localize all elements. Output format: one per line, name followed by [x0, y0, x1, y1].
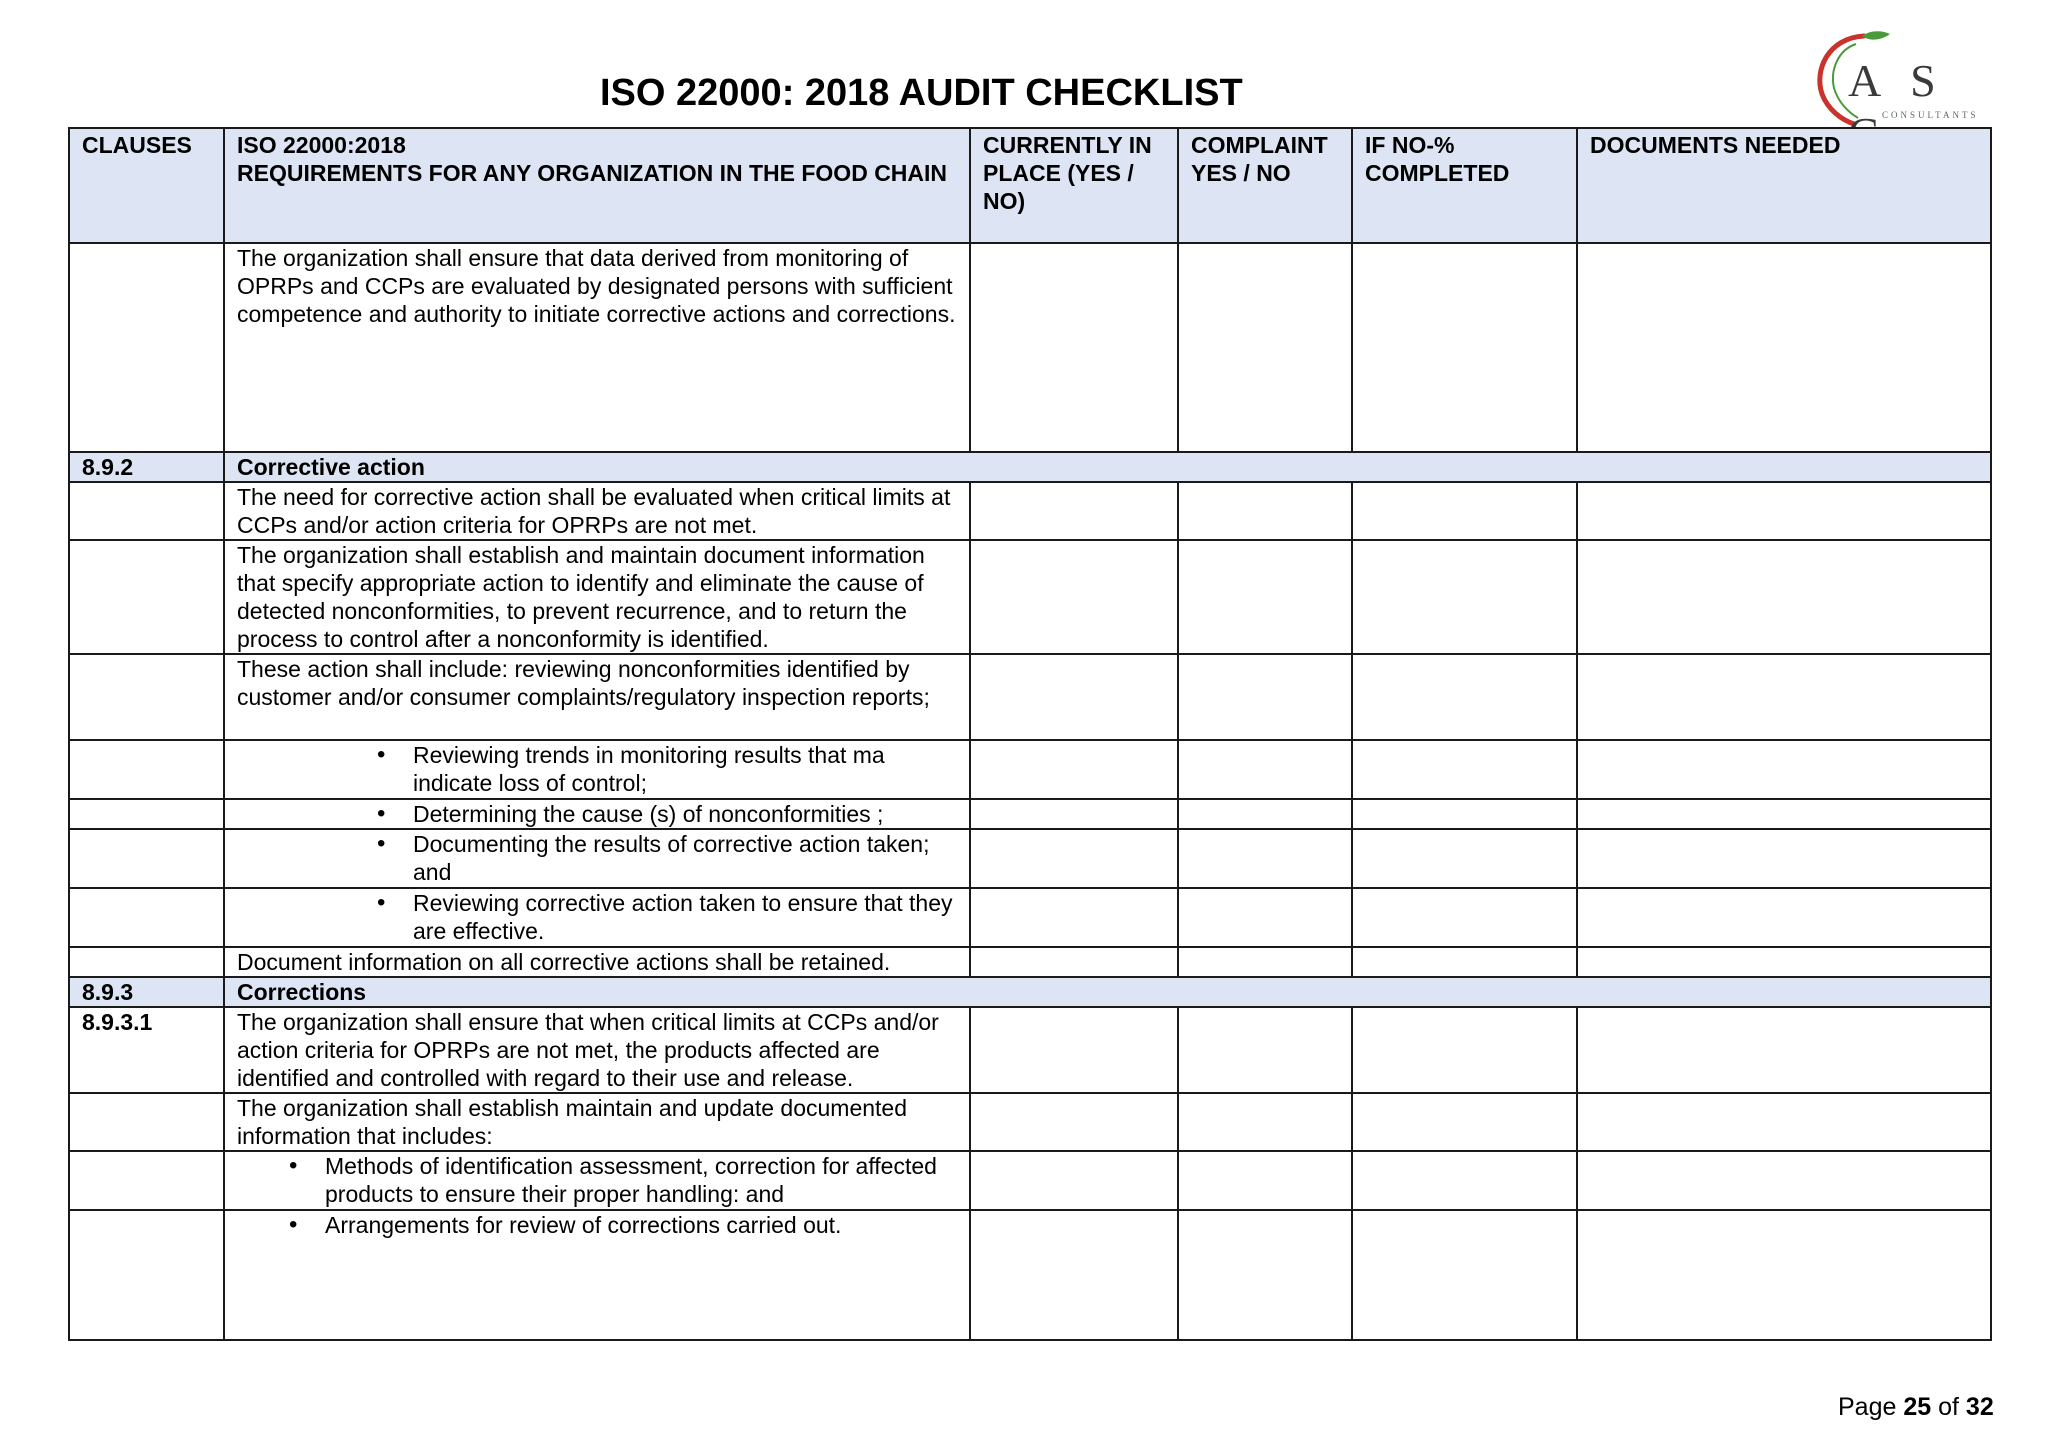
table-row: [69, 1210, 1991, 1340]
header-requirements-standard: ISO 22000:2018: [237, 132, 406, 158]
in-place-cell[interactable]: [970, 243, 1178, 452]
requirement-cell: [224, 799, 970, 829]
logo-letters: A S: [1848, 55, 1946, 106]
requirement-cell: [224, 1151, 970, 1210]
table-row: [69, 1093, 1991, 1151]
table-row: [69, 540, 1991, 654]
in-place-cell[interactable]: [970, 829, 1178, 888]
requirement-text: These action shall include: reviewing nonconformities identified by customer and/or consumer complaints/regulatory inspection reports;: [237, 656, 930, 710]
complaint-cell[interactable]: [1178, 1093, 1352, 1151]
percent-completed-cell[interactable]: [1352, 540, 1577, 654]
complaint-cell[interactable]: [1178, 829, 1352, 888]
table-row: [69, 947, 1991, 977]
section-row: [69, 452, 1991, 482]
page-total: 32: [1965, 1393, 1994, 1421]
page-of: of: [1938, 1393, 1959, 1421]
table-row: [69, 799, 1991, 829]
clause-cell: 8.9.3: [69, 977, 224, 1007]
clause-cell: [69, 1151, 224, 1210]
requirement-cell: [224, 888, 970, 947]
documents-needed-cell[interactable]: [1577, 482, 1991, 540]
in-place-cell[interactable]: [970, 654, 1178, 740]
clause-cell: [69, 1210, 224, 1340]
audit-checklist-table: [68, 127, 1992, 1341]
in-place-cell[interactable]: [970, 1007, 1178, 1093]
header-in-place: CURRENTLY IN PLACE (YES / NO): [970, 128, 1178, 243]
requirement-cell: [224, 1093, 970, 1151]
table-row: [69, 482, 1991, 540]
clause-cell: [69, 540, 224, 654]
table-row: [69, 829, 1991, 888]
documents-needed-cell[interactable]: [1577, 1007, 1991, 1093]
document-title: ISO 22000: 2018 AUDIT CHECKLIST: [600, 72, 1243, 114]
requirement-text: The organization shall ensure that data derived from monitoring of OPRPs and CCPs are evaluated by designated persons with sufficient competence and authority to initiate corrective actions and corrections.: [237, 245, 956, 327]
requirement-cell: [224, 1007, 970, 1093]
percent-completed-cell[interactable]: [1352, 482, 1577, 540]
in-place-cell[interactable]: [970, 799, 1178, 829]
page-prefix: Page: [1838, 1393, 1897, 1421]
in-place-cell[interactable]: [970, 740, 1178, 799]
logo-subtitle: CONSULTANTS: [1882, 110, 1979, 120]
requirement-text: The organization shall ensure that when critical limits at CCPs and/or action criteria for OPRPs are not met, the products affected are identified and controlled with regard to their use and release.: [237, 1009, 939, 1091]
clause-cell: [69, 654, 224, 740]
clause-cell: [69, 888, 224, 947]
percent-completed-cell[interactable]: [1352, 1151, 1577, 1210]
clause-cell: [69, 829, 224, 888]
requirement-text: The organization shall establish and maintain document information that specify appropriate action to identify and eliminate the cause of detected nonconformities, to prevent recurrence, and to return the process to control after a nonconformity is identified.: [237, 542, 925, 652]
complaint-cell[interactable]: [1178, 740, 1352, 799]
documents-needed-cell[interactable]: [1577, 243, 1991, 452]
requirement-text: Document information on all corrective actions shall be retained.: [237, 949, 891, 975]
documents-needed-cell[interactable]: [1577, 1210, 1991, 1340]
complaint-cell[interactable]: [1178, 947, 1352, 977]
in-place-cell[interactable]: [970, 888, 1178, 947]
bullet-item: • Determining the cause (s) of nonconformities ;: [237, 800, 957, 828]
bullet-item: • Reviewing trends in monitoring results that ma indicate loss of control;: [237, 741, 957, 797]
documents-needed-cell[interactable]: [1577, 829, 1991, 888]
table-header-row: [69, 128, 1991, 243]
clause-cell: [69, 799, 224, 829]
complaint-cell[interactable]: [1178, 1210, 1352, 1340]
section-heading: Corrective action: [224, 452, 1991, 482]
documents-needed-cell[interactable]: [1577, 799, 1991, 829]
clause-cell: [69, 243, 224, 452]
requirement-text: The need for corrective action shall be evaluated when critical limits at CCPs and/or action criteria for OPRPs are not met.: [237, 484, 951, 538]
in-place-cell[interactable]: [970, 540, 1178, 654]
bullet-item: • Documenting the results of corrective action taken; and: [237, 830, 957, 886]
complaint-cell[interactable]: [1178, 1151, 1352, 1210]
table-row: [69, 1151, 1991, 1210]
header-documents: DOCUMENTS NEEDED: [1577, 128, 1991, 243]
percent-completed-cell[interactable]: [1352, 740, 1577, 799]
documents-needed-cell[interactable]: [1577, 654, 1991, 740]
in-place-cell[interactable]: [970, 1151, 1178, 1210]
complaint-cell[interactable]: [1178, 654, 1352, 740]
documents-needed-cell[interactable]: [1577, 1151, 1991, 1210]
requirement-cell: [224, 540, 970, 654]
percent-completed-cell[interactable]: [1352, 243, 1577, 452]
table-row: [69, 888, 1991, 947]
documents-needed-cell[interactable]: [1577, 947, 1991, 977]
requirement-cell: [224, 654, 970, 740]
header-requirements-desc: REQUIREMENTS FOR ANY ORGANIZATION IN THE FOOD CHAIN: [237, 160, 948, 186]
table-row: [69, 654, 1991, 740]
bullet-item: • Arrangements for review of corrections carried out.: [237, 1211, 957, 1239]
clause-cell: 8.9.2: [69, 452, 224, 482]
requirement-cell: [224, 740, 970, 799]
requirement-cell: [224, 1210, 970, 1340]
percent-completed-cell[interactable]: [1352, 799, 1577, 829]
requirement-cell: [224, 947, 970, 977]
page-current: 25: [1903, 1393, 1932, 1421]
documents-needed-cell[interactable]: [1577, 740, 1991, 799]
clause-cell: [69, 1093, 224, 1151]
requirement-text: The organization shall establish maintain and update documented information that includes:: [237, 1095, 907, 1149]
in-place-cell[interactable]: [970, 1210, 1178, 1340]
asc-logo: [1808, 30, 1978, 130]
clause-cell: [69, 482, 224, 540]
table-row: [69, 1007, 1991, 1093]
percent-completed-cell[interactable]: [1352, 654, 1577, 740]
header-if-no: IF NO-% COMPLETED: [1352, 128, 1577, 243]
header-complaint: COMPLAINT YES / NO: [1178, 128, 1352, 243]
bullet-item: • Reviewing corrective action taken to ensure that they are effective.: [237, 889, 957, 945]
percent-completed-cell[interactable]: [1352, 1007, 1577, 1093]
clause-cell: [69, 740, 224, 799]
bullet-item: • Methods of identification assessment, correction for affected products to ensure their proper handling: and: [237, 1152, 957, 1208]
percent-completed-cell[interactable]: [1352, 888, 1577, 947]
complaint-cell[interactable]: [1178, 1007, 1352, 1093]
requirement-cell: [224, 829, 970, 888]
complaint-cell[interactable]: [1178, 540, 1352, 654]
requirement-cell: [224, 243, 970, 452]
complaint-cell[interactable]: [1178, 799, 1352, 829]
clause-cell: [69, 947, 224, 977]
section-row: [69, 977, 1991, 1007]
complaint-cell[interactable]: [1178, 243, 1352, 452]
documents-needed-cell[interactable]: [1577, 1093, 1991, 1151]
table-row: [69, 740, 1991, 799]
header-requirements: [224, 128, 970, 243]
documents-needed-cell[interactable]: [1577, 888, 1991, 947]
header-clauses: CLAUSES: [69, 128, 224, 243]
in-place-cell[interactable]: [970, 482, 1178, 540]
complaint-cell[interactable]: [1178, 482, 1352, 540]
complaint-cell[interactable]: [1178, 888, 1352, 947]
percent-completed-cell[interactable]: [1352, 1093, 1577, 1151]
requirement-cell: [224, 482, 970, 540]
percent-completed-cell[interactable]: [1352, 829, 1577, 888]
in-place-cell[interactable]: [970, 947, 1178, 977]
table-row: [69, 243, 1991, 452]
clause-cell: 8.9.3.1: [69, 1007, 224, 1093]
section-heading: Corrections: [224, 977, 1991, 1007]
documents-needed-cell[interactable]: [1577, 540, 1991, 654]
in-place-cell[interactable]: [970, 1093, 1178, 1151]
percent-completed-cell[interactable]: [1352, 1210, 1577, 1340]
page-number: [1838, 1390, 1998, 1424]
percent-completed-cell[interactable]: [1352, 947, 1577, 977]
